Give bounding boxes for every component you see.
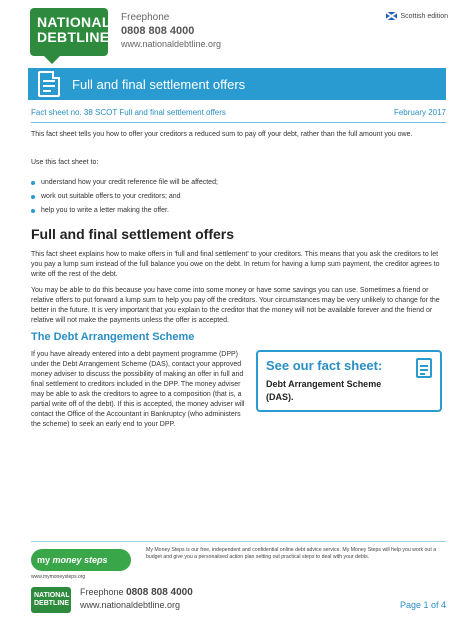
freephone-label: Freephone (121, 12, 170, 23)
edition-label: Scottish edition (400, 12, 448, 20)
callout-link[interactable]: Debt Arrangement Scheme (DAS). (266, 379, 382, 402)
website-link[interactable]: www.nationaldebtline.org (121, 39, 222, 49)
mms-logo-a: my (37, 555, 51, 565)
title-bar (28, 68, 446, 100)
footer-website-link[interactable]: www.nationaldebtline.org (80, 600, 181, 610)
list-item: understand how your credit reference file will be affected; (31, 178, 446, 188)
logo-line1: NATIONAL (37, 14, 111, 30)
intro-bullet-list (31, 178, 446, 220)
fact-sheet-label: Fact sheet no. 38 SCOT Full and final settlement offers (31, 108, 226, 117)
logo-line2: DEBTLINE (34, 600, 69, 607)
see-fact-sheet-callout[interactable] (256, 350, 442, 412)
fact-sheet-line (31, 108, 446, 117)
intro-paragraph: This fact sheet tells you how to offer your creditors a reduced sum to pay off your debt, rather than the full amount you owe. (31, 131, 413, 138)
edition-badge (386, 12, 448, 20)
scotland-flag-icon (386, 12, 397, 20)
footer-divider (31, 541, 446, 542)
list-item: work out suitable offers to your creditors; and (31, 192, 446, 202)
footer-national-debtline-logo[interactable] (31, 587, 71, 613)
body-paragraph: If you have already entered into a debt payment programme (DPP) under the Debt Arrangement Scheme (DAS), contact your approved money adviser to discuss the possibility of making an offer in full and final settlement to creditors included in the DPP. The money adviser may be able to ask the creditors to agree to a composition (that is, a partial write off of the debt). If this is accepted, the money adviser will contact the Office of the Accountant in Bankruptcy (who administers the scheme) to seek an early end to your DPP. (31, 351, 245, 428)
header-contact (121, 12, 221, 49)
callout-heading: See our fact sheet: (266, 358, 383, 373)
footer-freephone (80, 587, 193, 598)
mms-description: My Money Steps is our free, independent and confidential online debt advice service. My Money Steps will help you work out a budget and give you a personalised action plan setting out practical steps to deal with your debts. (146, 547, 437, 560)
mms-logo-b: money steps (52, 555, 108, 565)
logo-line1: NATIONAL (34, 592, 70, 599)
page-number: Page 1 of 4 (399, 600, 446, 610)
mms-link[interactable]: www.mymoneysteps.org (31, 574, 86, 580)
list-item: help you to write a letter making the offer. (31, 206, 446, 216)
body-paragraph: You may be able to do this because you have come into some money or have some savings you can use. Sometimes a friend or relative offers to put forward a lump sum to help you pay off the creditors. Your circumstances may be very unlikely to change for the better in the future. It is very important that you explain to the creditor that the money will not be available forever and the friend or relative will not make the payments unless the offer is accepted. (31, 287, 440, 324)
divider (31, 122, 446, 123)
my-money-steps-logo[interactable] (31, 549, 131, 571)
logo-line2: DEBTLINE (37, 29, 110, 45)
section-heading: Full and final settlement offers (31, 226, 235, 242)
fact-sheet-date: February 2017 (393, 108, 446, 117)
footer-freephone-label: Freephone (80, 587, 124, 597)
document-icon (38, 71, 60, 97)
phone-number[interactable]: 0808 808 4000 (121, 25, 195, 37)
footer-phone[interactable]: 0808 808 4000 (126, 587, 193, 598)
intro-use-label: Use this fact sheet to: (31, 159, 99, 166)
page-title: Full and final settlement offers (72, 76, 246, 92)
body-paragraph: This fact sheet explains how to make offers in 'full and final settlement' to your creditors. This means that you ask the creditors to let you pay a lump sum instead of the full balance you owe on the debt. In return for having a lump sum payment, the creditor agrees to write off the rest of the debt. (31, 251, 440, 278)
document-icon (416, 358, 432, 378)
subsection-heading: The Debt Arrangement Scheme (31, 331, 195, 343)
national-debtline-logo[interactable] (30, 8, 111, 56)
